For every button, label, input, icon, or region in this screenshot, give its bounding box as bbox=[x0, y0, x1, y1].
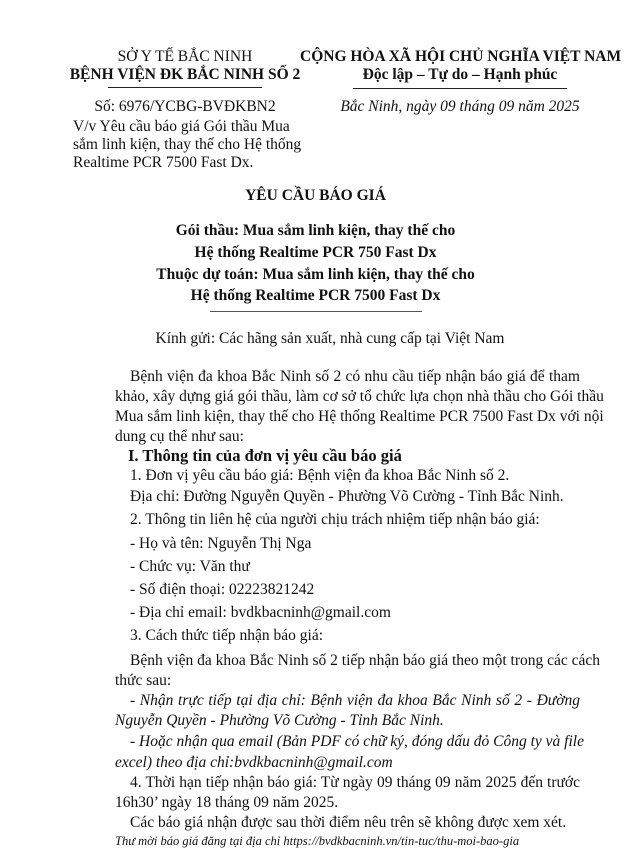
intro-line: khảo, xây dựng giá gói thầu, làm cơ sở tổ chức lựa chọn nhà thầu cho Gói thầu bbox=[115, 388, 604, 405]
header-underline-left bbox=[108, 87, 262, 88]
info-item: - Chức vụ: Văn thư bbox=[130, 558, 250, 575]
title-line: Hệ thống Realtime PCR 7500 Fast Dx bbox=[190, 287, 441, 304]
method-direct: - Nhận trực tiếp tại địa chỉ: Bệnh viện đa khoa Bắc Ninh số 2 - Đường bbox=[130, 692, 580, 709]
header-underline-right bbox=[353, 88, 567, 89]
agency-name: SỞ Y TẾ BẮC NINH bbox=[117, 48, 253, 65]
late-note: Các báo giá nhận được sau thời điểm nêu trên sẽ không được xem xét. bbox=[130, 814, 567, 831]
info-item: 1. Đơn vị yêu cầu báo giá: Bệnh viện đa khoa Bắc Ninh số 2. bbox=[130, 467, 510, 484]
place-date: Bắc Ninh, ngày 09 tháng 09 năm 2025 bbox=[340, 98, 580, 115]
nation-title: CỘNG HÒA XÃ HỘI CHỦ NGHĨA VIỆT NAM bbox=[300, 48, 622, 65]
method-email: - Hoặc nhận qua email (Bản PDF có chữ ký, đóng dấu đỏ Công ty và file bbox=[130, 733, 584, 750]
title-line: Gói thầu: Mua sắm linh kiện, thay thế cho bbox=[175, 222, 456, 239]
info-item: - Họ và tên: Nguyễn Thị Nga bbox=[130, 535, 312, 552]
info-item: - Số điện thoại: 02223821242 bbox=[130, 581, 315, 598]
hospital-name: BỆNH VIỆN ĐK BẮC NINH SỐ 2 bbox=[69, 66, 301, 83]
document-number: Số: 6976/YCBG-BVĐKBN2 bbox=[94, 98, 276, 115]
deadline: 16h30’ ngày 18 tháng 09 năm 2025. bbox=[115, 794, 339, 811]
info-item: 2. Thông tin liên hệ của người chịu trách nhiệm tiếp nhận báo giá: bbox=[130, 511, 540, 528]
info-item: - Địa chỉ email: bvdkbacninh@gmail.com bbox=[130, 604, 391, 621]
method-direct: Nguyễn Quyền - Phường Võ Cường - Tỉnh Bắc Ninh. bbox=[115, 712, 444, 729]
intro-line: dung cụ thể như sau: bbox=[115, 428, 244, 445]
intro-line: Mua sắm linh kiện, thay thế cho Hệ thống Realtime PCR 7500 Fast Dx với nội bbox=[115, 408, 604, 425]
document-title: YÊU CẦU BÁO GIÁ bbox=[245, 187, 386, 204]
motto: Độc lập – Tự do – Hạnh phúc bbox=[362, 66, 558, 83]
title-divider bbox=[210, 311, 422, 312]
method-intro: thức sau: bbox=[115, 672, 172, 689]
info-item: 3. Cách thức tiếp nhận báo giá: bbox=[130, 627, 324, 644]
title-line: Thuộc dự toán: Mua sắm linh kiện, thay thế cho bbox=[156, 266, 475, 283]
method-intro: Bệnh viện đa khoa Bắc Ninh số 2 tiếp nhận báo giá theo một trong các cách bbox=[130, 652, 601, 669]
subject-line: sắm linh kiện, thay thế cho Hệ thống bbox=[73, 136, 302, 153]
recipient: Kính gửi: Các hãng sản xuất, nhà cung cấp tại Việt Nam bbox=[155, 330, 505, 347]
subject-line: V/v Yêu cầu báo giá Gói thầu Mua bbox=[73, 118, 290, 135]
method-email: excel) theo địa chỉ:bvdkbacninh@gmail.com bbox=[115, 754, 393, 771]
deadline: 4. Thời hạn tiếp nhận báo giá: Từ ngày 09 tháng 09 năm 2025 đến trước bbox=[130, 774, 580, 791]
section-heading: I. Thông tin của đơn vị yêu cầu báo giá bbox=[128, 446, 402, 465]
intro-line: Bệnh viện đa khoa Bắc Ninh số 2 có nhu cầu tiếp nhận báo giá để tham bbox=[130, 368, 580, 385]
info-item: Địa chỉ: Đường Nguyễn Quyền - Phường Võ Cường - Tỉnh Bắc Ninh. bbox=[130, 488, 564, 505]
footer-note: Thư mời báo giá đăng tại địa chỉ https://bvdkbacninh.vn/tin-tuc/thu-moi-bao-gia bbox=[115, 834, 520, 848]
subject-line: Realtime PCR 7500 Fast Dx. bbox=[73, 154, 254, 171]
title-line: Hệ thống Realtime PCR 750 Fast Dx bbox=[194, 244, 437, 261]
